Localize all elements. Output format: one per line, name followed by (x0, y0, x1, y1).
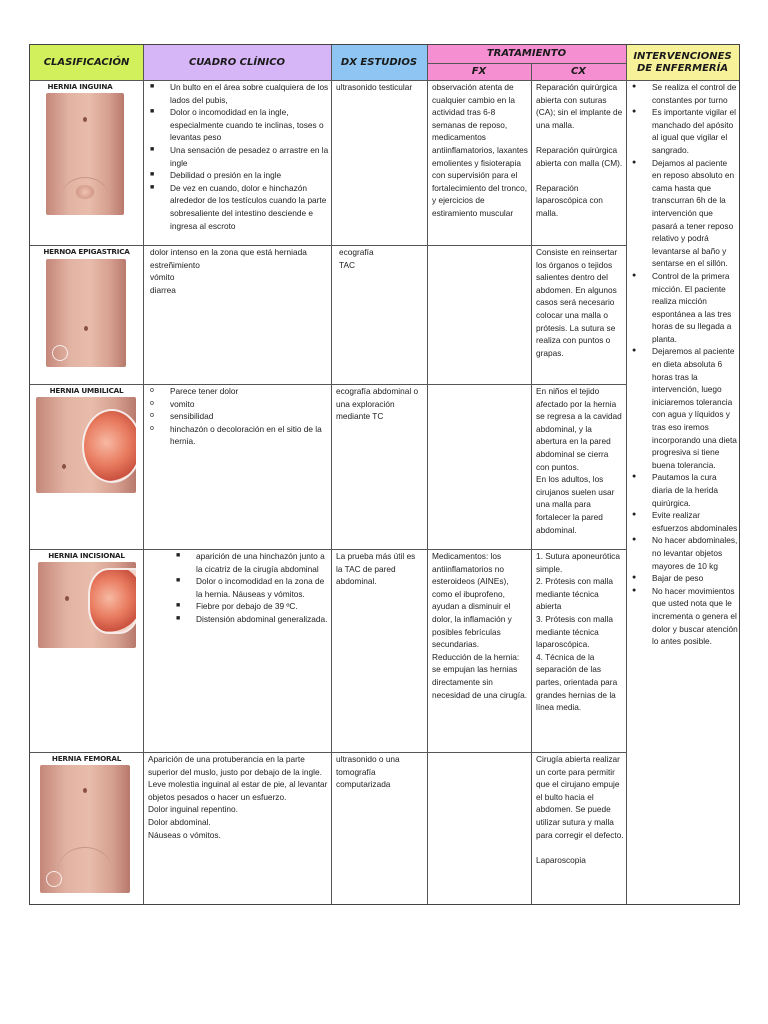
list-item: o sensibilidad (150, 411, 214, 422)
list-item: ● Se realiza el control de constantes por turno (632, 82, 737, 105)
row-title-umbilical: HERNIA UMBILICAL (49, 386, 124, 395)
list-item: ■ Dolor o incomodidad en la zona de la hernia. Náuseas y vómitos. (176, 576, 325, 599)
list-item: ■ Una sensación de pesadez o arrastre en la ingle (150, 144, 329, 168)
list-item: o Parece tener dolor (150, 386, 239, 396)
list-item: ● Bajar de peso (632, 573, 704, 584)
header-clasificacion-label: CLASIFICACIÓN (43, 56, 130, 68)
list-item: o vomito (150, 398, 195, 409)
list-item: ■ Un bulto en el área sobre cualquiera de los lados del pubis, (150, 82, 329, 105)
cuadro-incisional (172, 550, 328, 626)
list-item: ● Dejamos al paciente en reposo absoluto en cama hasta que transcurran 6h de la intervención que pasará a tener reposo relativo y podrá levantarse al baño y sentarse en el sillón. (632, 157, 735, 269)
header-cuadro (143, 45, 331, 80)
header-cuadro-label: CUADRO CLÍNICO (188, 56, 286, 68)
cuadro-epigastric: dolor intenso en la zona que está herniada estreñimiento vómito diarrea (150, 247, 307, 295)
list-item: ● Control de la primera micción. El paciente realiza micción espontánea a las tres horas de su llegada a planta. (632, 270, 732, 344)
femoral-hernia-photo (40, 765, 130, 893)
row-title-femoral: HERNIA FEMORAL (51, 754, 122, 763)
list-item: ● Dejaremos al paciente en dieta absoluta 6 horas tras la intervención, luego iniciaremos tolerancia con agua y líquidos y tras eso iremos incorporando una dieta progresiva si tiene buena tolerancia. (632, 346, 737, 470)
row-title-incisional: HERNIA INCISIONAL (48, 551, 125, 560)
epigastric-hernia-photo (46, 259, 126, 367)
dx-epigastric: ecografía TAC (339, 247, 374, 270)
intervenciones-list (628, 81, 738, 648)
list-item: ■ Fiebre por debajo de 39 ºC. (176, 601, 298, 612)
fx-incisional: Medicamentos: los antiinflamatorios no esteroideos (AINEs), como el ibuprofeno, ayudan a disminuir el dolor, la inflamación y posibles febrículas secundarias. Reducción de la hernia: se empujan las hernias directamente sin necesidad de una cirugía. (432, 551, 528, 700)
list-item: ■ Dolor o incomodidad en la ingle, especialmente cuando te inclinas, toses o levantas peso (150, 107, 324, 143)
list-item: o hinchazón o decoloración en el sitio de la hernia. (150, 423, 322, 447)
list-item: ● No hacer movimientos que usted nota que le incrementa o genera el dolor y buscar atención lo antes posible. (632, 585, 738, 647)
incisional-hernia-photo (38, 562, 136, 648)
list-item: ■ Debilidad o presión en la ingle (150, 170, 282, 181)
list-item: ● Pautamos la cura diaria de la herida quirúrgica. (632, 472, 718, 508)
header-dx (331, 45, 427, 80)
dx-inguinal: ultrasonido testicular (336, 82, 413, 92)
cx-incisional: 1. Sutura aponeurótica simple. 2. Prótesis con malla mediante técnica abierta 3. Prótesis con malla mediante técnica laparoscópica. 4. Técnica de la separación de las partes, orientada para grandes hernias de la línea media. (536, 551, 620, 713)
header-intervenciones (626, 45, 739, 80)
dx-umbilical: ecografía abdominal o una exploración mediante TC (336, 386, 419, 422)
list-item: ● Evite realizar esfuerzos abdominales (632, 510, 738, 533)
header-cx (531, 63, 626, 80)
cx-femoral: Cirugía abierta realizar un corte para permitir que el cirujano empuje el bulto hacia el abdomen. Se puede utilizar sutura y malla para corregir el defecto. Laparoscopia (536, 754, 624, 865)
list-item: ● No hacer abdominales, no levantar objetos mayores de 10 kg (632, 535, 738, 571)
header-fx-label: FX (471, 65, 487, 77)
cx-umbilical: En niños el tejido afectado por la hernia se regresa a la cavidad abdominal, y la abertura en la pared abdominal se cierra con puntos. En los adultos, los cirujanos suelen usar una malla para fortalecer la pared abdominal. (536, 386, 622, 535)
dx-femoral: ultrasonido o una tomografía computarizada (336, 754, 400, 790)
dx-incisional: La prueba más útil es la TAC de pared abdominal. (336, 551, 416, 587)
header-clasificacion (30, 45, 143, 80)
header-fx (427, 63, 531, 80)
row-title-inguinal: HERNIA INGUINA (47, 82, 113, 91)
inguinal-hernia-photo (46, 93, 124, 215)
umbilical-hernia-photo (36, 397, 136, 493)
header-tratamiento (427, 45, 626, 63)
list-item: ■ aparición de una hinchazón junto a la cicatriz de la cirugía abdominal (176, 551, 325, 574)
cx-inguinal: Reparación quirúrgica abierta con suturas (CA); sin el implante de una malla. Reparación quirúrgica abierta con malla (CM). Reparación laparoscópica con malla. (536, 82, 623, 218)
header-intervenciones-label: INTERVENCIONES DE ENFERMERÍA (633, 50, 732, 74)
cuadro-inguinal (146, 81, 329, 232)
fx-inguinal: observación atenta de cualquier cambio en la actividad tras 6-8 semanas de reposo, medicamentos antiinflamatorios, laxantes emolientes y fisioterapia con supervisión para el fortalecimiento del tronco, y ejercicios de estiramiento muscular (432, 82, 528, 218)
list-item: ● Es importante vigilar el manchado del apósito al igual que vigilar el sangrado. (632, 107, 736, 155)
list-item: ■ De vez en cuando, dolor e hinchazón alrededor de los testículos cuando la parte sobresaliente del intestino desciende e ingresa al escroto (150, 182, 327, 231)
header-cx-label: CX (570, 65, 587, 77)
cuadro-umbilical (146, 385, 329, 448)
hernia-table (29, 44, 740, 905)
header-dx-label: DX ESTUDIOS (340, 56, 418, 68)
cuadro-femoral: Aparición de una protuberancia en la parte superior del muslo, justo por debajo de la ingle. Leve molestia inguinal al estar de pie, al levantar objetos pesados o hacer un esfuerzo. Dolor inguinal repentino. Dolor abdominal. Náuseas o vómitos. (148, 754, 328, 840)
cx-epigastric: Consiste en reinsertar los órganos o tejidos salientes dentro del abdomen. En algunos casos será necesario colocar una malla o prótesis. La sutura se realiza con puntos o grapas. (536, 247, 618, 358)
header-tratamiento-label: TRATAMIENTO (486, 48, 567, 59)
list-item: ■ Distensión abdominal generalizada. (176, 613, 328, 624)
row-title-epigastric: HERNOA EPIGASTRICA (43, 247, 130, 256)
